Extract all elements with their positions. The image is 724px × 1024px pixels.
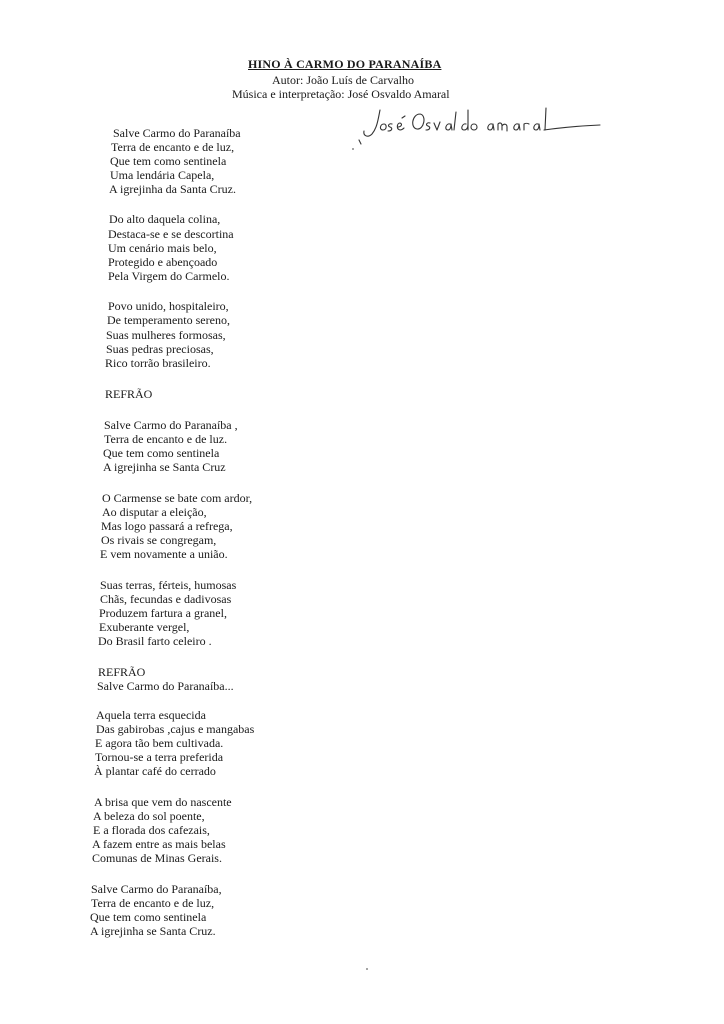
lyric-line: Salve Carmo do Paranaíba...	[97, 679, 234, 693]
music-credit-line: Música e interpretação: José Osvaldo Amaral	[232, 87, 450, 101]
lyric-line: Suas mulheres formosas,	[106, 328, 226, 342]
lyric-line: Do alto daquela colina,	[109, 212, 221, 226]
lyric-line: Exuberante vergel,	[99, 620, 190, 634]
lyric-line: Terra de encanto e de luz,	[111, 140, 235, 154]
lyric-line: Destaca-se e se descortina	[108, 227, 234, 241]
lyric-line: A brisa que vem do nascente	[94, 795, 232, 809]
refrain-heading: REFRÃO	[105, 387, 153, 401]
lyric-line: Protegido e abençoado	[108, 255, 218, 269]
lyric-line: Aquela terra esquecida	[96, 708, 206, 722]
author-line: Autor: João Luís de Carvalho	[272, 73, 414, 87]
lyric-line: Rico torrão brasileiro.	[105, 356, 211, 370]
lyric-line: O Carmense se bate com ardor,	[102, 491, 253, 505]
lyric-line: E agora tão bem cultivada.	[95, 736, 224, 750]
lyric-line: Do Brasil farto celeiro .	[98, 634, 212, 648]
lyric-line: Terra de encanto e de luz,	[91, 896, 215, 910]
lyric-line: Salve Carmo do Paranaíba,	[91, 882, 222, 896]
lyric-line: Tornou-se a terra preferida	[95, 750, 224, 764]
lyric-line: Um cenário mais belo,	[108, 241, 217, 255]
lyric-line: De temperamento sereno,	[107, 313, 230, 327]
lyric-line: Comunas de Minas Gerais.	[92, 851, 222, 865]
scan-speck	[366, 968, 368, 970]
lyric-line: A fazem entre as mais belas	[92, 837, 226, 851]
lyric-line: Suas pedras preciosas,	[106, 342, 214, 356]
lyric-line: A beleza do sol poente,	[93, 809, 205, 823]
lyric-line: Terra de encanto e de luz.	[104, 432, 228, 446]
refrain-heading: REFRÃO	[98, 665, 146, 679]
lyric-line: A igrejinha da Santa Cruz.	[109, 182, 236, 196]
lyric-line: E vem novamente a união.	[100, 547, 228, 561]
lyric-line: Pela Virgem do Carmelo.	[108, 269, 230, 283]
lyric-line: Salve Carmo do Paranaíba ,	[104, 418, 238, 432]
lyric-line: Que tem como sentinela	[110, 154, 227, 168]
lyric-line: Ao disputar a eleição,	[102, 505, 207, 519]
lyric-line: Povo unido, hospitaleiro,	[108, 299, 229, 313]
lyric-line: Produzem fartura a granel,	[99, 606, 227, 620]
scan-speck	[352, 148, 354, 150]
lyric-line: À plantar café do cerrado	[94, 764, 216, 778]
lyric-line: Uma lendária Capela,	[110, 168, 215, 182]
lyric-line: E a florada dos cafezais,	[93, 823, 210, 837]
lyric-line: Que tem como sentinela	[103, 446, 220, 460]
lyric-line: Os rivais se congregam,	[101, 533, 217, 547]
signature-text: José Osvaldo Amaral	[358, 104, 367, 105]
lyric-line: Que tem como sentinela	[90, 910, 207, 924]
handwritten-signature	[358, 104, 603, 148]
hymn-title: HINO À CARMO DO PARANAÍBA	[248, 57, 442, 71]
lyric-line: Mas logo passará a refrega,	[101, 519, 233, 533]
lyric-line: A igrejinha se Santa Cruz.	[90, 924, 216, 938]
lyric-line: Salve Carmo do Paranaíba	[113, 126, 241, 140]
lyric-line: Das gabirobas ,cajus e mangabas	[96, 722, 255, 736]
lyric-line: Chãs, fecundas e dadivosas	[100, 592, 232, 606]
lyric-line: A igrejinha se Santa Cruz	[103, 460, 226, 474]
lyric-line: Suas terras, férteis, humosas	[100, 578, 237, 592]
